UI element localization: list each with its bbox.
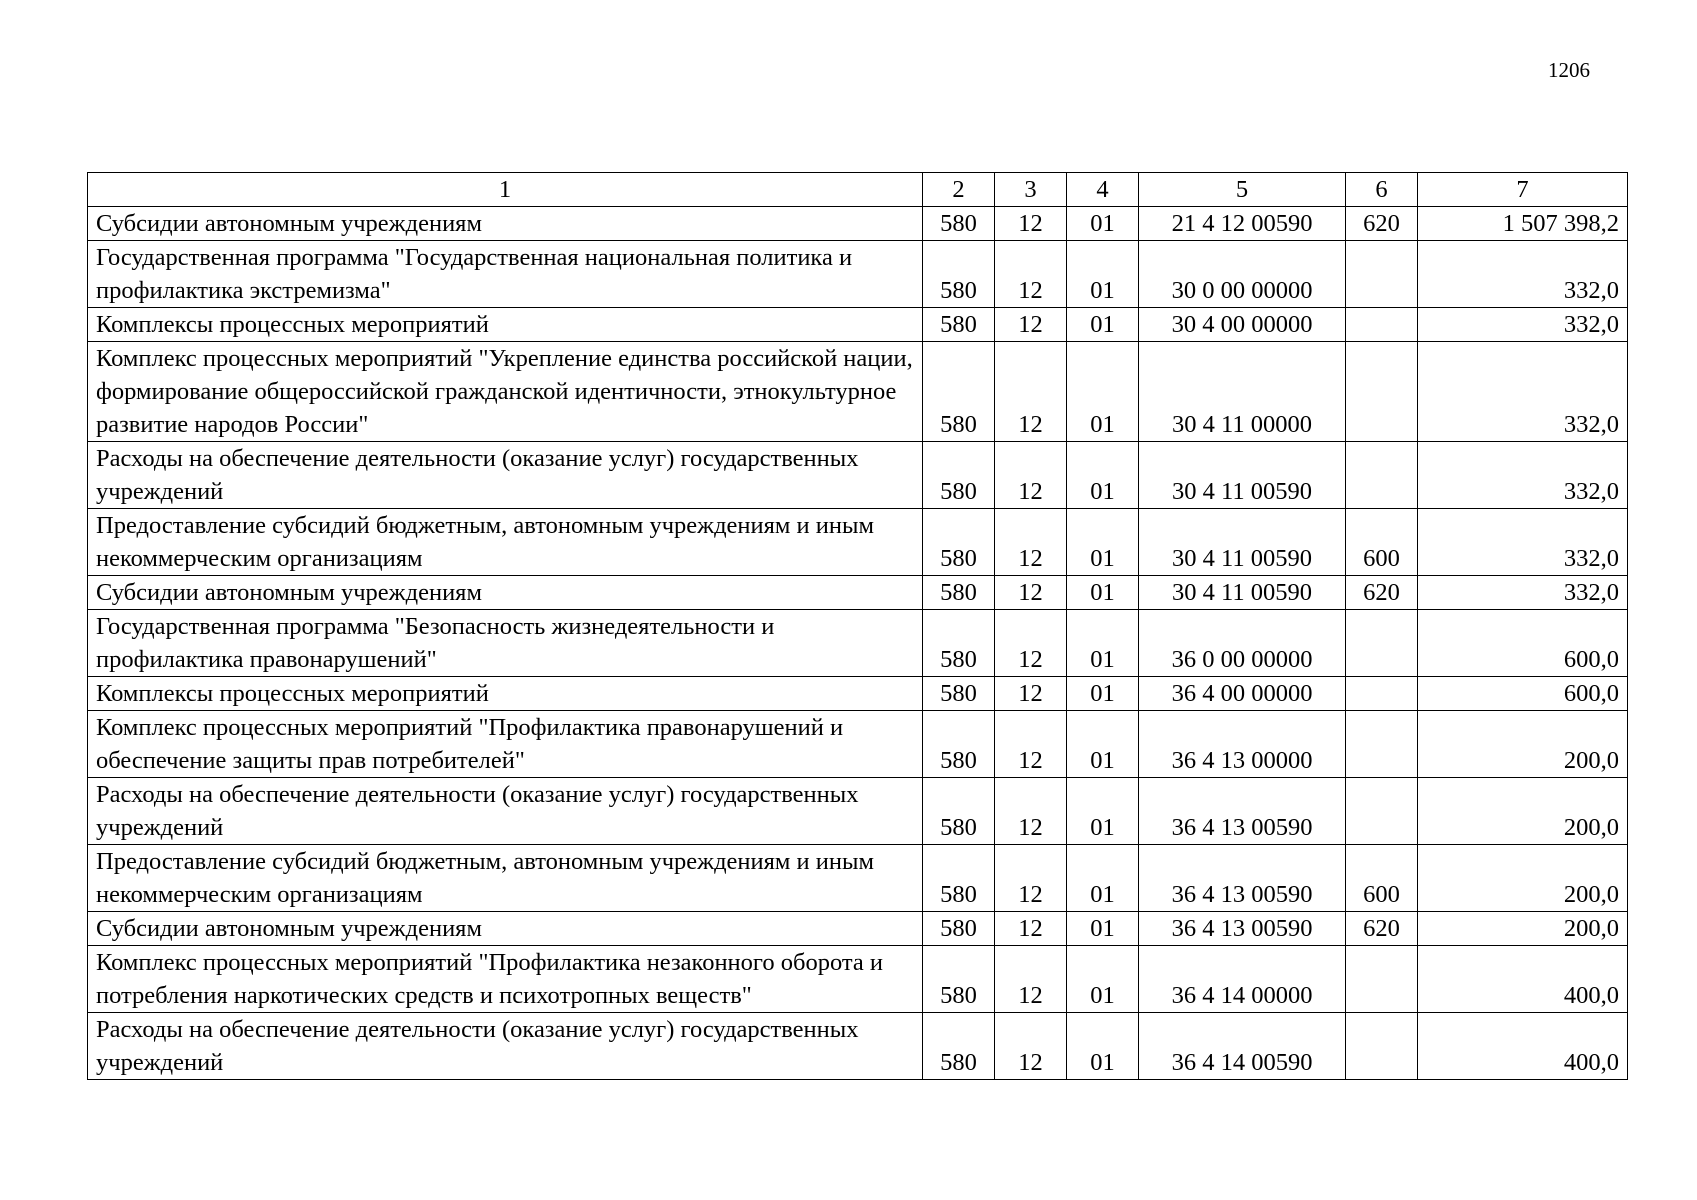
row-name-cell: Расходы на обеспечение деятельности (оказание услуг) государственных учреждений: [88, 1013, 923, 1080]
subsection-cell: 01: [1067, 576, 1139, 610]
amount-cell: 332,0: [1418, 308, 1628, 342]
admin-code-cell: 580: [923, 912, 995, 946]
subsection-cell: 01: [1067, 308, 1139, 342]
target-article-cell: 36 4 13 00590: [1139, 912, 1346, 946]
amount-cell: 400,0: [1418, 946, 1628, 1013]
section-cell: 12: [995, 442, 1067, 509]
table-header: [88, 173, 1628, 207]
table-body: [88, 207, 1628, 1080]
row-name-cell: Комплексы процессных мероприятий: [88, 677, 923, 711]
subsection-cell: 01: [1067, 610, 1139, 677]
target-article-cell: 30 4 11 00590: [1139, 576, 1346, 610]
admin-code-cell: 580: [923, 677, 995, 711]
amount-cell: 200,0: [1418, 845, 1628, 912]
table-row: [88, 912, 1628, 946]
expense-type-cell: [1346, 442, 1418, 509]
section-cell: 12: [995, 912, 1067, 946]
amount-cell: 200,0: [1418, 711, 1628, 778]
admin-code-cell: 580: [923, 711, 995, 778]
column-header: 6: [1346, 173, 1418, 207]
target-article-cell: 36 4 14 00590: [1139, 1013, 1346, 1080]
expense-type-cell: [1346, 778, 1418, 845]
amount-cell: 332,0: [1418, 241, 1628, 308]
expense-type-cell: [1346, 610, 1418, 677]
section-cell: 12: [995, 241, 1067, 308]
section-cell: 12: [995, 308, 1067, 342]
table-row: [88, 845, 1628, 912]
amount-cell: 332,0: [1418, 442, 1628, 509]
amount-cell: 200,0: [1418, 778, 1628, 845]
table-row: [88, 1013, 1628, 1080]
section-cell: 12: [995, 207, 1067, 241]
target-article-cell: 30 0 00 00000: [1139, 241, 1346, 308]
amount-cell: 1 507 398,2: [1418, 207, 1628, 241]
section-cell: 12: [995, 711, 1067, 778]
row-name-cell: Государственная программа "Безопасность жизнедеятельности и профилактика правонарушений": [88, 610, 923, 677]
row-name-cell: Комплекс процессных мероприятий "Профилактика правонарушений и обеспечение защиты прав потребителей": [88, 711, 923, 778]
amount-cell: 332,0: [1418, 576, 1628, 610]
admin-code-cell: 580: [923, 509, 995, 576]
column-header: 1: [88, 173, 923, 207]
table-row: [88, 241, 1628, 308]
admin-code-cell: 580: [923, 845, 995, 912]
subsection-cell: 01: [1067, 912, 1139, 946]
section-cell: 12: [995, 1013, 1067, 1080]
page-number: 1206: [1548, 58, 1590, 82]
admin-code-cell: 580: [923, 576, 995, 610]
column-header: 5: [1139, 173, 1346, 207]
row-name-cell: Комплексы процессных мероприятий: [88, 308, 923, 342]
section-cell: 12: [995, 946, 1067, 1013]
column-header: 4: [1067, 173, 1139, 207]
admin-code-cell: 580: [923, 207, 995, 241]
admin-code-cell: 580: [923, 342, 995, 442]
row-name-cell: Расходы на обеспечение деятельности (оказание услуг) государственных учреждений: [88, 442, 923, 509]
expense-type-cell: [1346, 946, 1418, 1013]
section-cell: 12: [995, 778, 1067, 845]
target-article-cell: 30 4 00 00000: [1139, 308, 1346, 342]
section-cell: 12: [995, 342, 1067, 442]
table-row: [88, 576, 1628, 610]
section-cell: 12: [995, 610, 1067, 677]
subsection-cell: 01: [1067, 509, 1139, 576]
expense-type-cell: 620: [1346, 207, 1418, 241]
row-name-cell: Субсидии автономным учреждениям: [88, 207, 923, 241]
column-header: 3: [995, 173, 1067, 207]
amount-cell: 332,0: [1418, 509, 1628, 576]
expense-type-cell: [1346, 711, 1418, 778]
target-article-cell: 36 4 13 00590: [1139, 778, 1346, 845]
section-cell: 12: [995, 677, 1067, 711]
table-row: [88, 778, 1628, 845]
table-row: [88, 207, 1628, 241]
target-article-cell: 21 4 12 00590: [1139, 207, 1346, 241]
row-name-cell: Субсидии автономным учреждениям: [88, 576, 923, 610]
amount-cell: 600,0: [1418, 610, 1628, 677]
expense-type-cell: [1346, 677, 1418, 711]
row-name-cell: Субсидии автономным учреждениям: [88, 912, 923, 946]
table-row: [88, 442, 1628, 509]
admin-code-cell: 580: [923, 778, 995, 845]
amount-cell: 200,0: [1418, 912, 1628, 946]
admin-code-cell: 580: [923, 442, 995, 509]
expense-type-cell: [1346, 308, 1418, 342]
amount-cell: 400,0: [1418, 1013, 1628, 1080]
row-name-cell: Комплекс процессных мероприятий "Укрепление единства российской нации, формирование общероссийской гражданской идентичности, этнокультурное развитие народов России": [88, 342, 923, 442]
row-name-cell: Государственная программа "Государственная национальная политика и профилактика экстремизма": [88, 241, 923, 308]
expense-type-cell: 620: [1346, 576, 1418, 610]
subsection-cell: 01: [1067, 677, 1139, 711]
target-article-cell: 30 4 11 00590: [1139, 442, 1346, 509]
admin-code-cell: 580: [923, 241, 995, 308]
row-name-cell: Предоставление субсидий бюджетным, автономным учреждениям и иным некоммерческим организациям: [88, 509, 923, 576]
subsection-cell: 01: [1067, 711, 1139, 778]
table-row: [88, 946, 1628, 1013]
target-article-cell: 36 4 14 00000: [1139, 946, 1346, 1013]
subsection-cell: 01: [1067, 946, 1139, 1013]
subsection-cell: 01: [1067, 778, 1139, 845]
target-article-cell: 30 4 11 00000: [1139, 342, 1346, 442]
row-name-cell: Комплекс процессных мероприятий "Профилактика незаконного оборота и потребления наркотических средств и психотропных веществ": [88, 946, 923, 1013]
section-cell: 12: [995, 845, 1067, 912]
table-row: [88, 342, 1628, 442]
table-row: [88, 610, 1628, 677]
subsection-cell: 01: [1067, 207, 1139, 241]
header-row: [88, 173, 1628, 207]
target-article-cell: 30 4 11 00590: [1139, 509, 1346, 576]
expense-type-cell: [1346, 1013, 1418, 1080]
subsection-cell: 01: [1067, 342, 1139, 442]
table-row: [88, 509, 1628, 576]
expense-type-cell: 600: [1346, 845, 1418, 912]
expense-type-cell: [1346, 241, 1418, 308]
target-article-cell: 36 4 00 00000: [1139, 677, 1346, 711]
subsection-cell: 01: [1067, 241, 1139, 308]
subsection-cell: 01: [1067, 1013, 1139, 1080]
budget-table: [87, 172, 1628, 1080]
target-article-cell: 36 4 13 00590: [1139, 845, 1346, 912]
section-cell: 12: [995, 509, 1067, 576]
subsection-cell: 01: [1067, 442, 1139, 509]
admin-code-cell: 580: [923, 308, 995, 342]
admin-code-cell: 580: [923, 610, 995, 677]
subsection-cell: 01: [1067, 845, 1139, 912]
row-name-cell: Предоставление субсидий бюджетным, автономным учреждениям и иным некоммерческим организациям: [88, 845, 923, 912]
amount-cell: 332,0: [1418, 342, 1628, 442]
row-name-cell: Расходы на обеспечение деятельности (оказание услуг) государственных учреждений: [88, 778, 923, 845]
section-cell: 12: [995, 576, 1067, 610]
column-header: 2: [923, 173, 995, 207]
table-row: [88, 677, 1628, 711]
table-row: [88, 308, 1628, 342]
amount-cell: 600,0: [1418, 677, 1628, 711]
table-row: [88, 711, 1628, 778]
target-article-cell: 36 0 00 00000: [1139, 610, 1346, 677]
expense-type-cell: [1346, 342, 1418, 442]
target-article-cell: 36 4 13 00000: [1139, 711, 1346, 778]
admin-code-cell: 580: [923, 1013, 995, 1080]
admin-code-cell: 580: [923, 946, 995, 1013]
expense-type-cell: 620: [1346, 912, 1418, 946]
column-header: 7: [1418, 173, 1628, 207]
expense-type-cell: 600: [1346, 509, 1418, 576]
